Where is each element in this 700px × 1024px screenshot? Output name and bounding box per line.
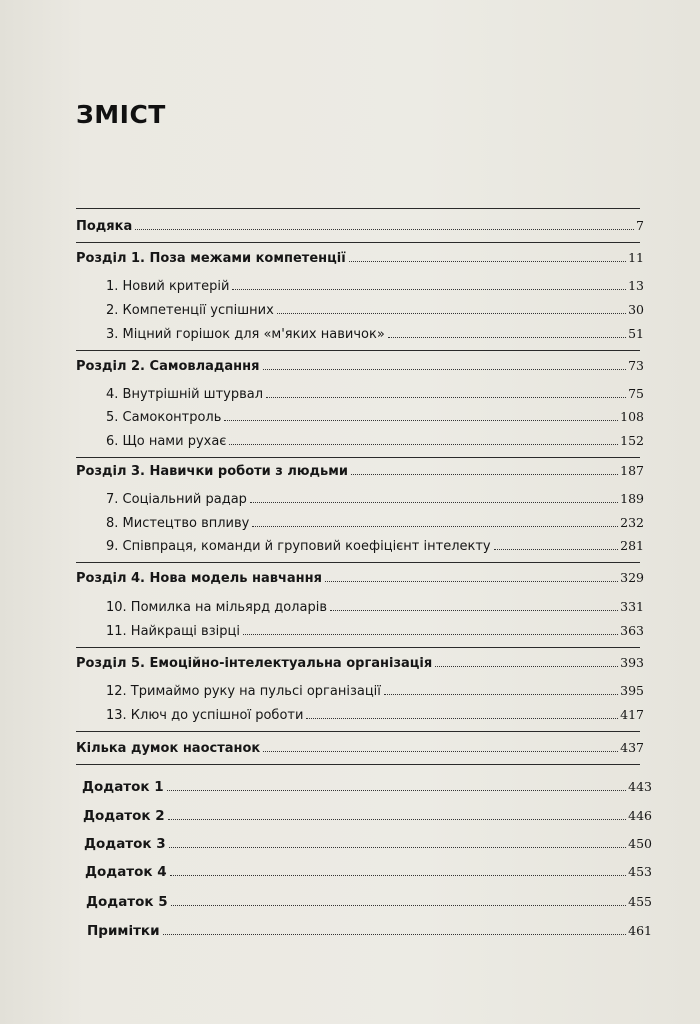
section-divider [76,350,640,351]
toc-entry [76,655,644,672]
page-title: ЗМІСТ [76,100,166,129]
leader-dots [252,526,618,527]
toc-entry [106,623,644,640]
toc-entry [76,463,644,480]
toc-entry [106,433,644,450]
toc-entry [76,740,644,757]
toc-entry-label: Розділ 4. Нова модель навчання [76,571,322,586]
leader-dots [325,581,618,582]
toc-entry-label: Розділ 2. Самовладання [76,359,260,374]
toc-entry-label: 5. Самоконтроль [106,410,222,425]
toc-entry [84,836,652,852]
toc-entry-page-number: 108 [620,409,644,424]
toc-entry-label: Розділ 3. Навички роботи з людьми [76,464,349,479]
toc-entry [106,707,644,724]
toc-entry [85,864,652,880]
leader-dots [263,751,618,752]
toc-entry-page-number: 453 [628,864,652,879]
toc-entry-page-number: 30 [628,302,644,317]
toc-entry [76,218,644,235]
toc-entry-page-number: 331 [620,599,644,614]
toc-entry-label: Додаток 3 [84,836,166,852]
toc-entry-label: 13. Ключ до успішної роботи [106,708,304,723]
toc-entry-page-number: 73 [628,358,644,373]
toc-entry [76,570,644,587]
toc-entry-label: 2. Компетенції успішних [106,303,274,318]
toc-entry-label: 6. Що нами рухає [106,434,227,449]
section-divider [76,242,640,243]
toc-entry-page-number: 7 [636,218,644,233]
leader-dots [384,694,618,695]
toc-entry-label: Примітки [87,923,160,939]
toc-entry [86,894,652,910]
section-divider [76,764,640,765]
section-divider [76,562,640,563]
toc-entry-page-number: 393 [620,655,644,670]
toc-entry [106,409,644,426]
toc-entry-page-number: 461 [628,923,652,938]
toc-entry [106,683,644,700]
toc-entry-label: Додаток 2 [83,808,165,824]
leader-dots [494,549,619,550]
toc-entry-label: Додаток 5 [86,894,168,910]
leader-dots [224,420,618,421]
toc-entry-page-number: 11 [628,250,644,265]
leader-dots [306,718,618,719]
toc-entry-label: Розділ 1. Поза межами компетенції [76,251,346,266]
toc-entry [87,923,652,939]
leader-dots [263,369,627,370]
leader-dots [349,261,626,262]
leader-dots [330,610,618,611]
toc-entry-page-number: 446 [628,808,652,823]
toc-entry-page-number: 232 [620,515,644,530]
toc-entry-label: 9. Співпраця, команди й груповий коефіцієнт інтелекту [106,539,491,554]
section-divider [76,647,640,648]
toc-entry-page-number: 437 [620,740,644,755]
leader-dots [250,502,618,503]
toc-entry-page-number: 281 [620,538,644,553]
leader-dots [167,790,626,791]
leader-dots [277,313,626,314]
toc-entry-label: 1. Новий критерій [106,279,230,294]
section-divider [76,457,640,458]
leader-dots [170,875,626,876]
leader-dots [135,229,634,230]
toc-entry-page-number: 455 [628,894,652,909]
toc-entry-page-number: 75 [628,386,644,401]
toc-entry-page-number: 152 [620,433,644,448]
toc-entry-page-number: 329 [620,570,644,585]
toc-entry-label: 4. Внутрішній штурвал [106,387,264,402]
toc-entry [106,599,644,616]
leader-dots [168,819,626,820]
toc-entry-label: Додаток 4 [85,864,167,880]
leader-dots [351,474,618,475]
leader-dots [388,337,626,338]
leader-dots [435,666,618,667]
toc-entry-label: 11. Найкращі взірці [106,624,240,639]
toc-entry-page-number: 395 [620,683,644,698]
leader-dots [163,934,627,935]
toc-entry-page-number: 417 [620,707,644,722]
toc-entry-label: Розділ 5. Емоційно-інтелектуальна організація [76,656,433,671]
toc-entry-label: 7. Соціальний радар [106,492,247,507]
section-divider [76,731,640,732]
leader-dots [243,634,618,635]
toc-entry [106,491,644,508]
toc-entry-label: 12. Тримаймо руку на пульсі організації [106,684,381,699]
toc-entry [76,250,644,267]
toc-entry-page-number: 450 [628,836,652,851]
toc-entry-label: 10. Помилка на мільярд доларів [106,600,327,615]
toc-entry [76,358,644,375]
toc-entry-label: Подяка [76,219,133,234]
toc-entry-page-number: 13 [628,278,644,293]
toc-entry-label: 8. Мистецтво впливу [106,516,250,531]
toc-entry [106,278,644,295]
leader-dots [266,397,626,398]
toc-entry-page-number: 51 [628,326,644,341]
toc-entry [83,808,652,824]
toc-entry-page-number: 187 [620,463,644,478]
leader-dots [171,905,626,906]
toc-entry-page-number: 363 [620,623,644,638]
toc-entry-label: Додаток 1 [82,779,164,795]
toc-entry [106,302,644,319]
toc-entry [82,779,652,795]
leader-dots [232,289,626,290]
leader-dots [229,444,618,445]
toc-entry-label: Кілька думок наостанок [76,741,261,756]
toc-entry-label: 3. Міцний горішок для «м'яких навичок» [106,327,385,342]
toc-entry [106,326,644,343]
toc-entry [106,515,644,532]
leader-dots [169,847,626,848]
toc-entry-page-number: 189 [620,491,644,506]
toc-entry [106,386,644,403]
toc-entry-page-number: 443 [628,779,652,794]
toc-entry [106,538,644,555]
